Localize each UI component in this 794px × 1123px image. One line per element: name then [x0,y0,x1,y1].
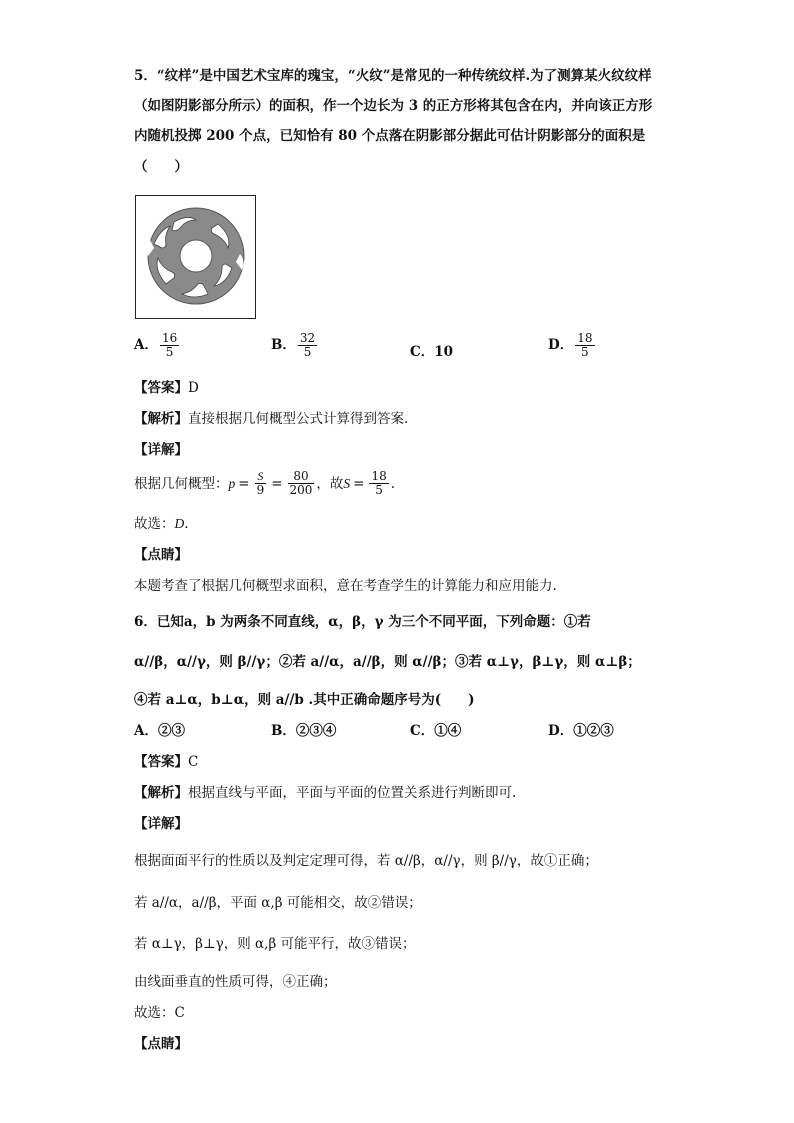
q5-gu: ，故 [316,475,344,492]
q5-option-d [548,332,597,359]
q6-detail-line2: 若 a//α，a//β，平面 α,β 可能相交，故②错误； [134,895,422,911]
q5-option-c: C．10 [410,344,454,360]
q6-detail-line4: 由线面垂直的性质可得，④正确； [134,974,337,990]
q5-stem-line2: （如图阴影部分所示）的面积，作一个边长为 3 的正方形将其包含在内，并向该正方形 [134,98,653,114]
q5-stem-line4: （ ） [134,159,188,175]
q5-f5: 5 [375,483,383,497]
q5-option-a-den: 5 [165,345,174,359]
q5-analysis-text: 直接根据几何概型公式计算得到答案. [188,411,409,427]
q6-detail-line3: 若 α⊥γ，β⊥γ，则 α,β 可能平行，故③错误； [134,936,416,952]
q5-answer-value: D [188,380,199,396]
q5-f18: 18 [371,469,387,483]
q6-detail-tag: 【详解】 [134,816,188,832]
q5-option-b-num: 32 [299,331,316,345]
q5-eq2: = [271,475,283,492]
q5-n200: 200 [289,483,313,497]
q5-choose-value: D [174,516,185,531]
q5-option-a [134,332,181,359]
q5-detail-prefix: 根据几何概型： [134,475,229,492]
q5-n80: 80 [288,470,315,484]
q6-option-a: A．②③ [134,723,185,739]
q5-option-b-label: B． [271,337,296,353]
q5-analysis-tag: 【解析】 [134,411,188,427]
q5-option-d-fraction [575,332,594,359]
q5-eq3: = [353,475,365,492]
q6-answer-value: C [188,754,199,770]
q6-option-b: B．②③④ [271,723,337,739]
q6-choose: 故选：C [134,1005,185,1021]
q6-stem-line2: α//β，α//γ，则 β//γ；②若 a//α，a//β，则 α//β；③若 α⊥γ，β⊥γ，则 α⊥β； [134,654,641,670]
q5-p-symbol: p [228,475,236,491]
q5-fraction-18-5 [369,470,388,497]
q5-option-a-num: 16 [161,331,178,345]
q6-answer-tag: 【答案】 [134,754,188,770]
q5-detail-formula [134,470,395,504]
q5-option-a-label: A． [134,337,158,353]
q5-option-d-den: 5 [581,345,589,359]
q5-stem-line3: 内随机投掷 200 个点，已知恰有 80 个点落在阴影部分据此可估计阴影部分的面积是 [134,128,646,144]
q5-s-num: S [255,470,267,484]
q6-option-d: D．①②③ [548,723,614,739]
q6-stem-line3: ④若 a⊥α，b⊥α，则 a//b .其中正确命题序号为( ) [134,692,475,708]
q5-choose-label: 故选： [134,516,175,532]
q5-eq1: = [238,475,250,492]
q6-detail-line1: 根据面面平行的性质以及判定定理可得，若 α//β，α//γ，则 β//γ，故①正确； [134,853,598,869]
q5-analysis [134,409,408,429]
q5-option-a-fraction [160,332,179,359]
q6-comment-tag: 【点睛】 [134,1036,188,1052]
q5-dot: . [390,475,396,492]
q6-analysis-tag: 【解析】 [134,785,188,801]
q6-option-c: C．①④ [410,723,462,739]
q5-option-b-fraction [298,332,317,359]
q5-stem-line1: 5．“纹样”是中国艺术宝库的瑰宝，“火纹”是常见的一种传统纹样.为了测算某火纹纹样 [134,68,652,84]
q6-answer [134,752,198,772]
q5-comment-text: 本题考查了根据几何概型求面积，意在考查学生的计算能力和应用能力. [134,578,557,594]
q5-comment-tag: 【点睛】 [134,547,188,563]
q5-answer [134,378,199,398]
q5-fraction-80-200 [288,470,315,497]
fire-pattern-icon [136,196,254,317]
q5-option-b [271,332,319,359]
q5-fraction-s9 [255,470,267,497]
q6-analysis [134,783,516,803]
q5-s-den: 9 [256,483,265,497]
q5-option-d-label: D． [548,337,574,353]
q5-choose-end: . [184,516,189,532]
q5-detail-tag: 【详解】 [134,442,188,458]
q5-choose [134,514,189,534]
q6-analysis-text: 根据直线与平面，平面与平面的位置关系进行判断即可. [188,785,517,801]
q5-answer-tag: 【答案】 [134,380,188,396]
q5-option-d-num: 18 [577,331,593,345]
q6-stem-line1: 6．已知a，b 为两条不同直线，α，β，γ 为三个不同平面，下列命题：①若 [134,614,591,630]
q5-s-symbol: S [343,475,351,491]
q5-option-b-den: 5 [303,345,312,359]
fire-pattern-figure [135,195,256,319]
